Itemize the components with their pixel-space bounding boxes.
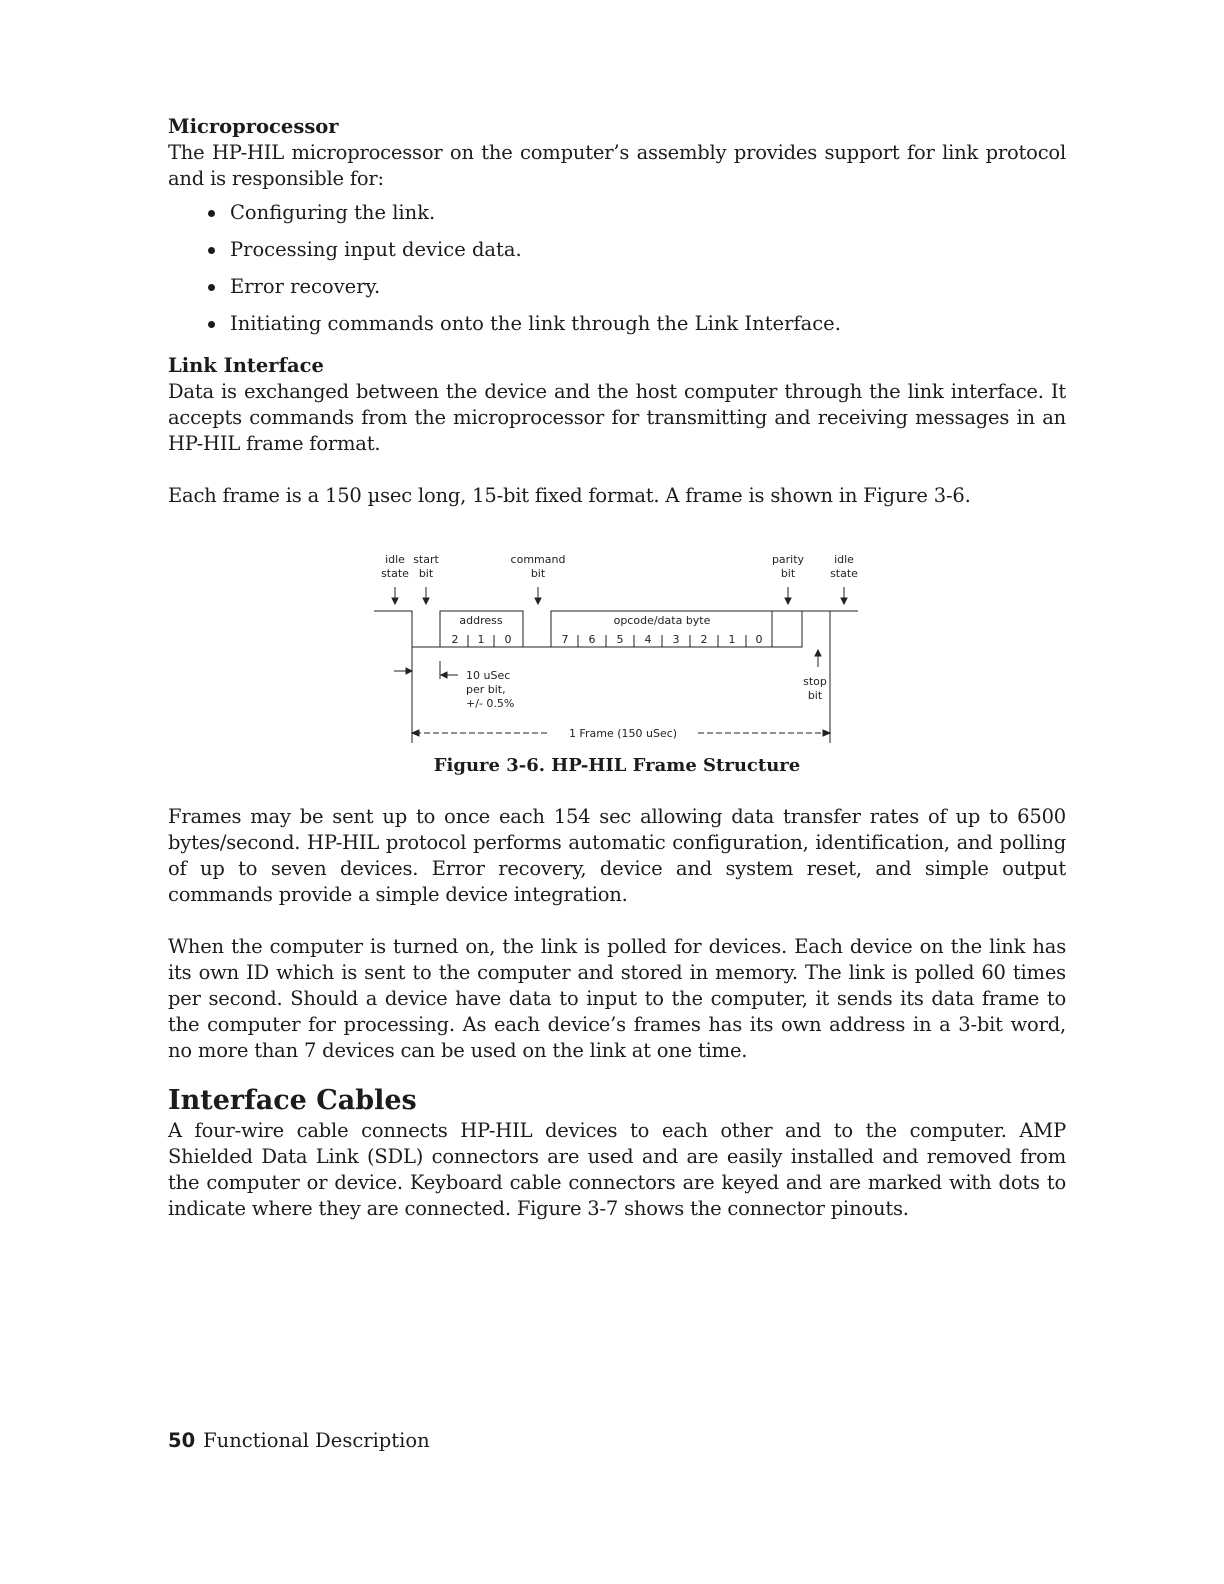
parity-bit-label-line2: bit <box>780 567 796 580</box>
stop-bit-label-line2: bit <box>807 689 823 702</box>
data-bit-label: 3 <box>672 633 680 646</box>
interface-cables-heading: Interface Cables <box>168 1085 417 1116</box>
frame-length-label: 1 Frame (150 uSec) <box>568 727 678 740</box>
microprocessor-heading: Microprocessor <box>168 115 339 138</box>
frame-structure-figure <box>168 533 1066 748</box>
start-bit-label-line1: start <box>413 553 439 566</box>
link-interface-heading: Link Interface <box>168 354 324 377</box>
arrow-head-icon <box>392 598 398 604</box>
command-bit-label-line1: command <box>510 553 566 566</box>
data-bit-label: 7 <box>561 633 569 646</box>
opcode-label: opcode/data byte <box>613 614 711 627</box>
data-bit-label: 4 <box>644 633 652 646</box>
list-item: Initiating commands onto the link through the Link Interface. <box>206 311 1066 337</box>
arrow-head-icon <box>841 598 847 604</box>
address-bit-label: 2 <box>451 633 459 646</box>
arrow-head-icon <box>406 668 412 674</box>
stop-bit-label-line1: stop <box>803 675 827 688</box>
arrow-head-icon <box>412 730 419 736</box>
list-item: Error recovery. <box>206 274 1066 300</box>
link-interface-paragraph: Data is exchanged between the device and the host computer through the link interface. It accepts commands from the microprocessor for transmitting and receiving messages in an HP-HIL frame format. <box>168 380 1066 455</box>
parity-field <box>772 611 802 647</box>
command-bit-label-line2: bit <box>530 567 546 580</box>
arrow-head-icon <box>441 672 447 678</box>
data-bit-label: 0 <box>755 633 763 646</box>
page-number: 50 <box>168 1429 196 1452</box>
idle-state-right-label-line2: state <box>830 567 858 580</box>
arrow-head-icon <box>823 730 830 736</box>
timing-label-line1: 10 uSec <box>466 669 511 682</box>
address-bit-label: 0 <box>504 633 512 646</box>
timing-label-line3: +/- 0.5% <box>466 697 515 710</box>
microprocessor-intro: The HP-HIL microprocessor on the computer’s assembly provides support for link protocol and is responsible for: <box>168 141 1066 190</box>
polling-paragraph: When the computer is turned on, the link is polled for devices. Each device on the link has its own ID which is sent to the computer and stored in memory. The link is polled 60 times per second. Should a device have data to input to the computer, it sends its data frame to the computer for processing. As each device’s frames has its own address in a 3-bit word, no more than 7 devices can be used on the link at one time. <box>168 935 1066 1062</box>
arrow-head-icon <box>423 598 429 604</box>
frames-paragraph: Frames may be sent up to once each 154 sec allowing data transfer rates of up to 6500 bytes/second. HP-HIL protocol performs automatic configuration, identification, and polling of up to seven devices. Error recovery, device and system reset, and simple output commands provide a simple device integration. <box>168 805 1066 906</box>
figure-caption: Figure 3-6. HP-HIL Frame Structure <box>433 755 801 776</box>
data-bit-label: 2 <box>700 633 708 646</box>
responsibility-list <box>168 200 1066 337</box>
arrow-head-icon <box>815 650 821 656</box>
list-item: Configuring the link. <box>206 200 1066 226</box>
idle-state-right-label-line1: idle <box>834 553 854 566</box>
arrow-head-icon <box>535 598 541 604</box>
start-bit-label-line2: bit <box>418 567 434 580</box>
list-item: Processing input device data. <box>206 237 1066 263</box>
data-bit-label: 6 <box>588 633 596 646</box>
data-bit-label: 1 <box>728 633 736 646</box>
page-footer <box>168 1428 430 1454</box>
frame-description-paragraph: Each frame is a 150 µsec long, 15-bit fixed format. A frame is shown in Figure 3-6. <box>168 484 971 507</box>
parity-bit-label-line1: parity <box>771 553 805 566</box>
interface-cables-paragraph: A four-wire cable connects HP-HIL devices to each other and to the computer. AMP Shielded Data Link (SDL) connectors are used and are easily installed and removed from the computer or device. Keyboard cable connectors are keyed and are marked with dots to indicate where they are connected. Figure 3-7 shows the connector pinouts. <box>168 1119 1066 1220</box>
address-bit-label: 1 <box>477 633 485 646</box>
frame-diagram <box>168 533 1066 748</box>
timing-label-line2: per bit, <box>466 683 506 696</box>
footer-section-title: Functional Description <box>203 1429 430 1452</box>
address-label: address <box>459 614 503 627</box>
idle-state-left-label-line2: state <box>381 567 409 580</box>
data-bit-label: 5 <box>616 633 624 646</box>
arrow-head-icon <box>785 598 791 604</box>
idle-state-left-label-line1: idle <box>385 553 405 566</box>
page-content <box>168 114 1066 1222</box>
